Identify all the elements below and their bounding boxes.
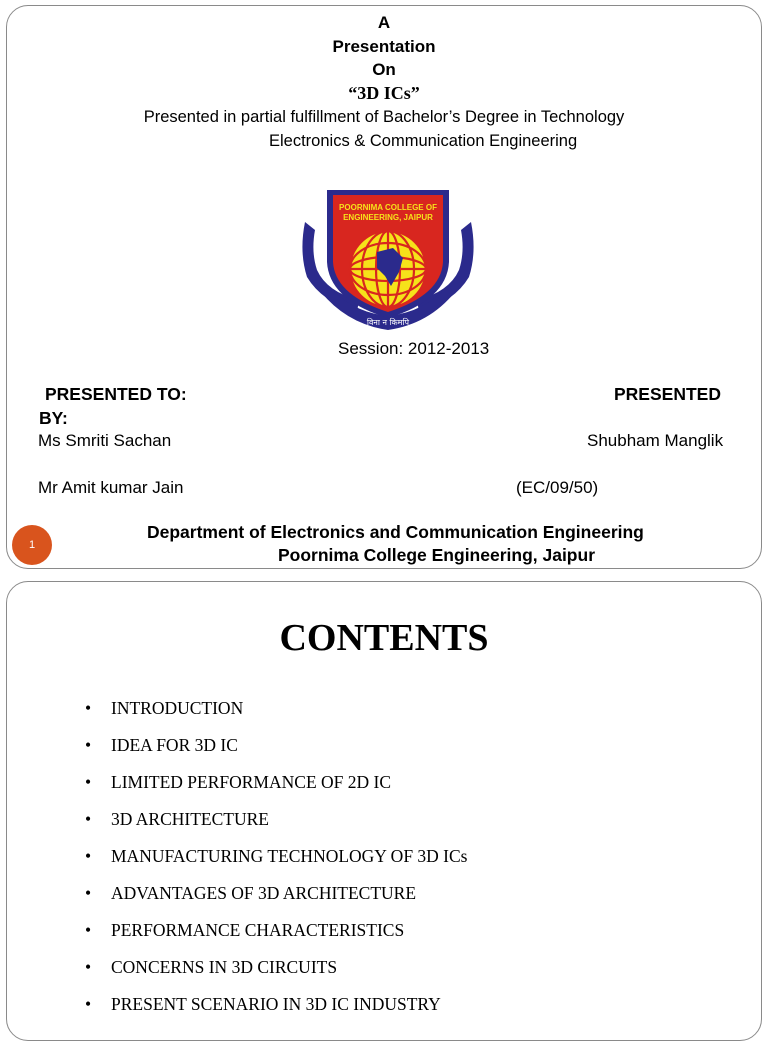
list-item bbox=[85, 768, 468, 805]
list-item bbox=[85, 694, 468, 731]
bullet-icon: • bbox=[85, 846, 92, 866]
list-item bbox=[85, 842, 468, 879]
line-a: A bbox=[377, 13, 391, 32]
line-on: On bbox=[372, 60, 396, 79]
presented-by-label: PRESENTED bbox=[614, 384, 721, 404]
list-item bbox=[85, 990, 468, 1027]
list-item bbox=[85, 731, 468, 768]
list-item bbox=[85, 805, 468, 842]
list-item-text: PERFORMANCE CHARACTERISTICS bbox=[111, 920, 405, 940]
contents-list bbox=[85, 694, 468, 1027]
list-item bbox=[85, 879, 468, 916]
branch-line: Electronics & Communication Engineering bbox=[269, 132, 578, 150]
contents-title: CONTENTS bbox=[279, 617, 489, 659]
list-item-text: 3D ARCHITECTURE bbox=[111, 809, 269, 829]
list-item-text: LIMITED PERFORMANCE OF 2D IC bbox=[111, 772, 392, 792]
bullet-icon: • bbox=[85, 698, 92, 718]
list-item-text: ADVANTAGES OF 3D ARCHITECTURE bbox=[111, 883, 417, 903]
guide-name-2: Mr Amit kumar Jain bbox=[38, 478, 184, 497]
session-text: Session: 2012-2013 bbox=[338, 339, 490, 358]
bullet-icon: • bbox=[85, 735, 92, 755]
student-roll-number: (EC/09/50) bbox=[516, 478, 599, 497]
guide-name-1: Ms Smriti Sachan bbox=[38, 431, 172, 450]
bullet-icon: • bbox=[85, 772, 92, 792]
logo-motto: विना न किमपि bbox=[366, 318, 410, 327]
title-slide bbox=[6, 5, 762, 569]
list-item-text: MANUFACTURING TECHNOLOGY OF 3D ICs bbox=[111, 846, 468, 866]
line-presentation: Presentation bbox=[332, 37, 436, 56]
bullet-icon: • bbox=[85, 957, 92, 977]
logo-name-line1: POORNIMA COLLEGE OF bbox=[339, 203, 437, 212]
logo-college-name bbox=[337, 203, 439, 223]
bullet-icon: • bbox=[85, 994, 92, 1014]
student-name: Shubham Manglik bbox=[587, 431, 724, 450]
logo-name-line2: ENGINEERING, JAIPUR bbox=[343, 213, 433, 222]
list-item-text: PRESENT SCENARIO IN 3D IC INDUSTRY bbox=[111, 994, 441, 1014]
list-item-text: CONCERNS IN 3D CIRCUITS bbox=[111, 957, 338, 977]
bullet-icon: • bbox=[85, 920, 92, 940]
department-line: Department of Electronics and Communication Engineering bbox=[147, 522, 644, 542]
bullet-icon: • bbox=[85, 809, 92, 829]
presented-by-label-continued: BY: bbox=[39, 408, 68, 428]
presented-to-label: PRESENTED TO: bbox=[45, 384, 187, 404]
list-item-text: INTRODUCTION bbox=[111, 698, 244, 718]
contents-slide bbox=[6, 581, 762, 1041]
partial-fulfillment-line: Presented in partial fulfillment of Bachelor’s Degree in Technology bbox=[143, 108, 625, 126]
presentation-topic: “3D ICs” bbox=[348, 83, 420, 103]
list-item bbox=[85, 916, 468, 953]
list-item-text: IDEA FOR 3D IC bbox=[111, 735, 238, 755]
college-logo bbox=[297, 182, 479, 332]
bullet-icon: • bbox=[85, 883, 92, 903]
college-line: Poornima College Engineering, Jaipur bbox=[278, 545, 595, 565]
list-item bbox=[85, 953, 468, 990]
slide-number-badge: 1 bbox=[12, 525, 52, 565]
